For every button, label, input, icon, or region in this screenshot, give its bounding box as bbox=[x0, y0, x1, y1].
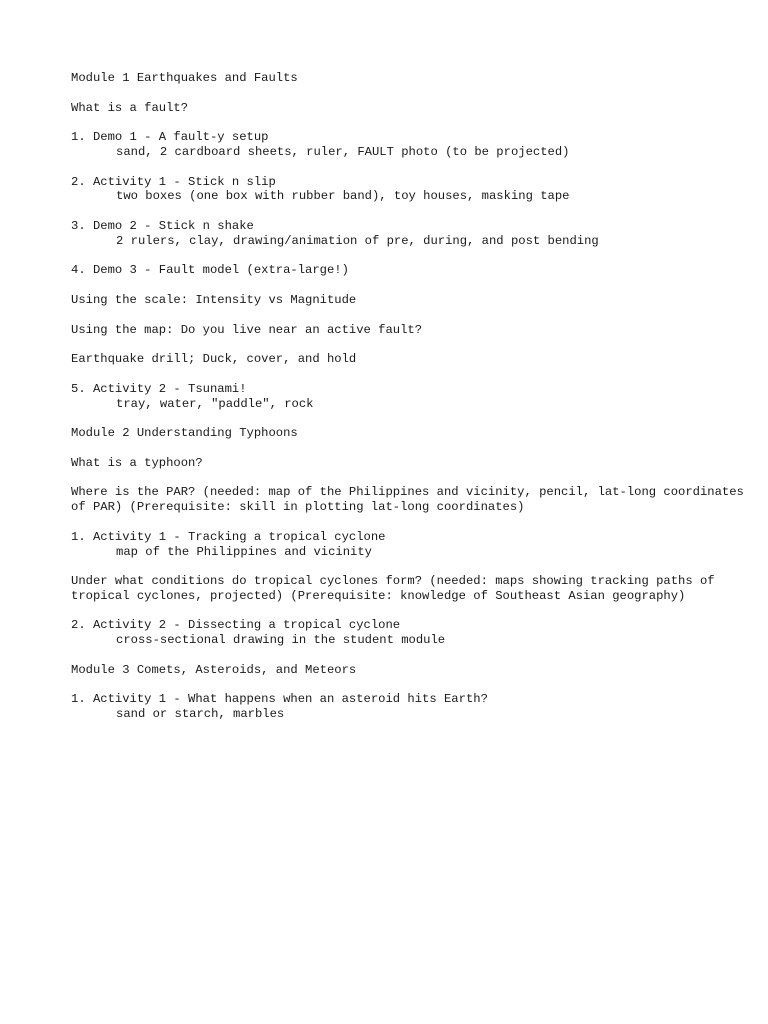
module-2-item-2-heading: 2. Activity 2 - Dissecting a tropical cyclone bbox=[71, 618, 401, 633]
module-3-item-1-materials: sand or starch, marbles bbox=[116, 707, 285, 722]
module-1-item-1-materials: sand, 2 cardboard sheets, ruler, FAULT photo (to be projected) bbox=[116, 144, 570, 159]
module-2-conditions-line: Under what conditions do tropical cyclones form? (needed: maps showing tracking paths of tropical cyclones, projected) (Prerequisite: knowledge of Southeast Asian geography) bbox=[71, 574, 722, 603]
module-1-item-2-materials: two boxes (one box with rubber band), toy houses, masking tape bbox=[116, 189, 570, 204]
module-1-item-4-heading: 4. Demo 3 - Fault model (extra-large!) bbox=[71, 263, 349, 278]
module-3-title: Module 3 Comets, Asteroids, and Meteors bbox=[71, 662, 357, 677]
module-1-drill-line: Earthquake drill; Duck, cover, and hold bbox=[71, 352, 357, 367]
module-1-item-5-materials: tray, water, "paddle", rock bbox=[116, 396, 314, 411]
module-1-item-3-heading: 3. Demo 2 - Stick n shake bbox=[71, 218, 254, 233]
module-1-map-line: Using the map: Do you live near an active fault? bbox=[71, 322, 423, 337]
module-1-scale-line: Using the scale: Intensity vs Magnitude bbox=[71, 292, 357, 307]
module-2-title: Module 2 Understanding Typhoons bbox=[71, 426, 298, 441]
document-body bbox=[71, 71, 751, 722]
module-2-item-2-materials: cross-sectional drawing in the student module bbox=[116, 633, 446, 648]
module-1-item-1-heading: 1. Demo 1 - A fault-y setup bbox=[71, 130, 269, 145]
module-2-question: What is a typhoon? bbox=[71, 455, 203, 470]
module-1-title: Module 1 Earthquakes and Faults bbox=[71, 71, 298, 85]
module-2-par-line: Where is the PAR? (needed: map of the Philippines and vicinity, pencil, lat-long coordinates of PAR) (Prerequisite: skill in plotting lat-long coordinates) bbox=[71, 485, 752, 515]
module-1-question: What is a fault? bbox=[71, 100, 189, 115]
module-1-item-3-materials: 2 rulers, clay, drawing/animation of pre, during, and post bending bbox=[116, 233, 599, 248]
module-1-item-2-heading: 2. Activity 1 - Stick n slip bbox=[71, 174, 276, 189]
module-3-item-1-heading: 1. Activity 1 - What happens when an asteroid hits Earth? bbox=[71, 692, 488, 707]
module-1-item-5-heading: 5. Activity 2 - Tsunami! bbox=[71, 381, 247, 396]
module-2-item-1-materials: map of the Philippines and vicinity bbox=[116, 544, 372, 559]
module-2-item-1-heading: 1. Activity 1 - Tracking a tropical cyclone bbox=[71, 529, 386, 544]
